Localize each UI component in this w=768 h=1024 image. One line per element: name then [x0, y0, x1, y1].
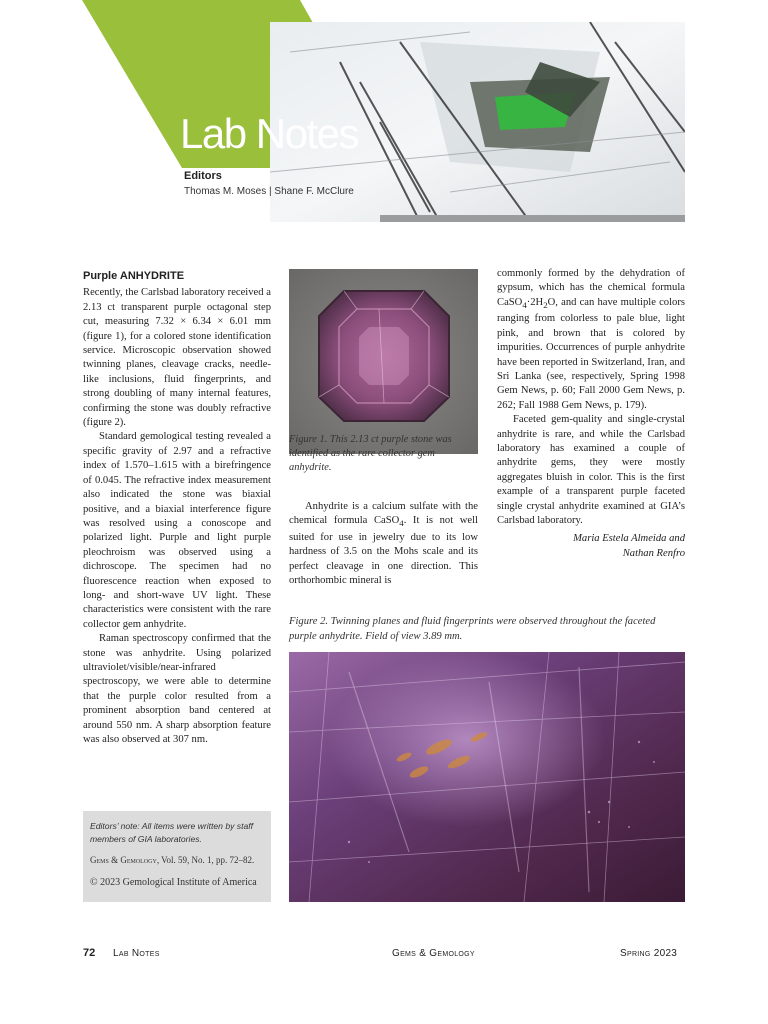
editors-note-text: Editors’ note: All items were written by staff members of GIA laboratories. [90, 821, 254, 844]
subscript: 4 [399, 518, 404, 529]
figure-2-caption: Figure 2. Twinning planes and fluid fingerprints were observed throughout the faceted purple anhydrite. Field of view 3.89 mm. [289, 616, 656, 642]
editors-names: Thomas M. Moses | Shane F. McClure [184, 186, 354, 197]
text-span: . It is not well suited for use in jewelry due to its low hardness of 3.5 on the Mohs scale and its perfect cleavage in one direction. This orthorhombic mineral is [289, 515, 479, 587]
footer-page-number: 72 [83, 947, 96, 959]
article-heading: Purple ANHYDRITE [83, 270, 185, 282]
footer-section-name: Lab Notes [113, 948, 160, 959]
footer-issue: Spring 2023 [620, 948, 678, 959]
figure-1-gem-photo [289, 269, 478, 454]
article-paragraph [289, 500, 478, 589]
figure-2-inclusion-photo [289, 652, 685, 902]
article-column-3 [497, 267, 685, 561]
subscript: 2 [543, 299, 548, 310]
editors-note-box [83, 811, 271, 902]
citation-details: , Vol. 59, No. 1, pp. 72–82. [156, 855, 255, 865]
citation-line [90, 855, 266, 865]
footer-journal-name: Gems & Gemology [392, 948, 475, 959]
subscript: 4 [522, 299, 527, 310]
text-span: commonly formed by the dehydration of gypsum, which has the chemical formula CaSO [497, 268, 685, 308]
figure-1-caption: Figure 1. This 2.13 ct purple stone was identified as the rare collector gem anhydrite. [289, 434, 452, 473]
journal-name: Gems & Gemology [90, 855, 157, 865]
article-column-1 [83, 269, 271, 747]
article-paragraph: Raman spectroscopy confirmed that the stone was anhydrite. Using polarized ultraviolet/visible/near-infrared spectroscopy, we were able to determine that the purple color resulted from a prominent absorption band centered at around 550 nm. A sharp absorption feature was also observed at 307 nm. [83, 633, 271, 745]
article-paragraph: Standard gemological testing revealed a specific gravity of 2.97 and a refractive index of 1.570–1.615 with a birefringence of 0.045. The refractive index measurement also indicated the stone was biaxial positive, and a biaxial interference figure was resolved using a conoscope and polarized light. Purple and light purple pleochroism was observed using a dichroscope. The specimen had no fluorescence reaction when exposed to long- and short-wave UV light. These characteristics were consistent with the rare collector gem anhydrite. [83, 431, 271, 630]
article-paragraph: Recently, the Carlsbad laboratory received a 2.13 ct transparent purple octagonal step cut, measuring 7.32 × 6.34 × 6.01 mm (figure 1), for a colored stone identification service. Microscopic observation showed twinning planes, cleavage cracks, needle-like inclusions, fluid fingerprints, and strong doubling of many internal features, confirming the stone was doubly refractive (figure 2). [83, 287, 271, 429]
article-paragraph: Faceted gem-quality and single-crystal anhydrite is rare, and while the Carlsbad laboratory has examined a couple of anhydrite gems, they were mostly aggregates bluish in color. This is the first example of a transparent purple faceted single crystal anhydrite examined at GIA’s Carlsbad laboratory. [497, 414, 685, 527]
author-line: Maria Estela Almeida and [573, 533, 685, 545]
article-paragraph [497, 267, 685, 413]
page-title: Lab Notes [180, 110, 358, 157]
editors-heading: Editors [184, 170, 222, 182]
text-span: ·2H [526, 296, 544, 308]
text-span: O, and can have multiple colors ranging from colorless to pale blue, light pink, and brown that is colored by impurities. Occurrences of purple anhydrite have been reported in Switzerland, Iran, and Sri Lanka (see, respectively, Spring 1998 Gem News, p. 60; Fall 2000 Gem News, p. 262; Fall 1988 Gem News, p. 179). [497, 296, 685, 411]
author-signature [497, 532, 685, 561]
copyright-line: © 2023 Gemological Institute of America [90, 877, 257, 888]
author-line: Nathan Renfro [622, 547, 685, 559]
text-span: Anhydrite is a calcium sulfate with the chemical formula CaSO [289, 501, 478, 527]
article-column-2 [289, 500, 478, 589]
